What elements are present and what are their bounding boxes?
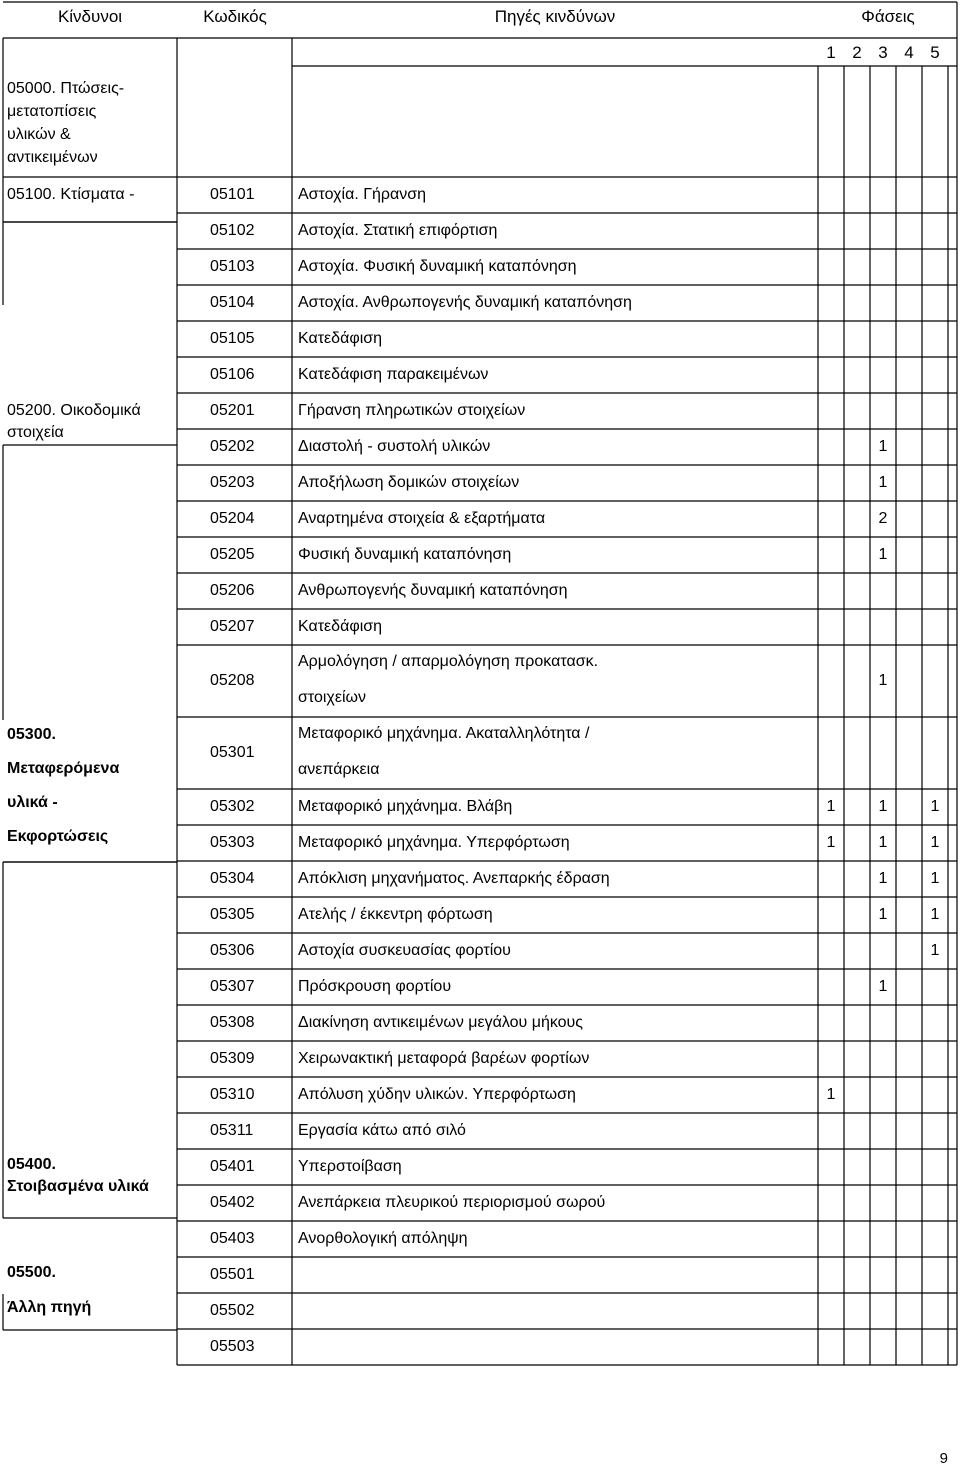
row-description: Φυσική δυναμική καταπόνηση (298, 546, 512, 563)
row-description: Κατεδάφιση (298, 618, 383, 635)
row-description: Αναρτημένα στοιχεία & εξαρτήματα (298, 510, 546, 527)
phase-value: 1 (930, 906, 940, 923)
category-label: στοιχεία (7, 424, 64, 441)
phase-value: 1 (930, 834, 940, 851)
row-code: 05103 (210, 258, 255, 275)
row-code: 05503 (210, 1338, 255, 1355)
phase-value: 1 (826, 834, 836, 851)
category-label: Εκφορτώσεις (7, 828, 109, 845)
category-label: 05000. Πτώσεις- (7, 80, 125, 97)
row-code: 05401 (210, 1158, 255, 1175)
row-code: 05201 (210, 402, 255, 419)
phase-value: 1 (878, 834, 888, 851)
category-label: Μεταφερόμενα (7, 760, 120, 777)
row-code: 05105 (210, 330, 255, 347)
row-description: Μεταφορικό μηχάνημα. Ακαταλληλότητα / (298, 725, 590, 742)
row-code: 05308 (210, 1014, 255, 1031)
row-code: 05305 (210, 906, 255, 923)
row-code: 05307 (210, 978, 255, 995)
category-label: υλικών & (7, 126, 71, 143)
row-description: Ανεπάρκεια πλευρικού περιορισμού σωρού (298, 1194, 606, 1211)
phase-value: 1 (878, 672, 888, 689)
phase-number-header: 3 (878, 43, 888, 62)
row-description: Μεταφορικό μηχάνημα. Υπερφόρτωση (298, 834, 570, 851)
row-description: Απόλυση χύδην υλικών. Υπερφόρτωση (298, 1086, 576, 1103)
row-description: Αστοχία. Φυσική δυναμική καταπόνηση (298, 258, 577, 275)
row-code: 05301 (210, 744, 255, 761)
row-description: Απόκλιση μηχανήματος. Ανεπαρκής έδραση (298, 870, 610, 887)
phase-value: 1 (878, 546, 888, 563)
phase-value: 1 (878, 798, 888, 815)
header-codes: Κωδικός (203, 7, 267, 26)
row-description: Διαστολή - συστολή υλικών (298, 438, 491, 455)
row-description: Πρόσκρουση φορτίου (298, 978, 452, 995)
row-description: Ανθρωπογενής δυναμική καταπόνηση (298, 582, 568, 599)
row-code: 05306 (210, 942, 255, 959)
row-description: Χειρωνακτική μεταφορά βαρέων φορτίων (298, 1050, 590, 1067)
row-code: 05204 (210, 510, 255, 527)
row-description: Αποξήλωση δομικών στοιχείων (298, 474, 520, 491)
row-description: Εργασία κάτω από σιλό (298, 1122, 466, 1139)
row-description: Αστοχία συσκευασίας φορτίου (298, 942, 511, 959)
row-code: 05203 (210, 474, 255, 491)
category-label: Στοιβασμένα υλικά (7, 1178, 149, 1195)
phase-number-header: 4 (904, 43, 914, 62)
row-code: 05102 (210, 222, 255, 239)
category-label: Άλλη πηγή (7, 1299, 92, 1316)
phase-value: 1 (878, 978, 888, 995)
category-label: 05100. Κτίσματα - (7, 186, 135, 203)
phase-value: 1 (930, 942, 940, 959)
row-code: 05402 (210, 1194, 255, 1211)
phase-value: 1 (878, 474, 888, 491)
phase-value: 1 (878, 438, 888, 455)
row-code: 05310 (210, 1086, 255, 1103)
category-label: 05500. (7, 1264, 56, 1281)
row-code: 05302 (210, 798, 255, 815)
phase-number-header: 5 (930, 43, 940, 62)
phase-number-header: 2 (852, 43, 862, 62)
phase-value: 1 (878, 906, 888, 923)
row-code: 05202 (210, 438, 255, 455)
row-code: 05206 (210, 582, 255, 599)
row-code: 05303 (210, 834, 255, 851)
row-code: 05104 (210, 294, 255, 311)
row-description: Κατεδάφιση παρακειμένων (298, 366, 489, 383)
category-label: υλικά - (7, 794, 58, 811)
phase-value: 1 (878, 870, 888, 887)
row-description: Αστοχία. Ανθρωπογενής δυναμική καταπόνηση (298, 294, 632, 311)
row-description: Διακίνηση αντικειμένων μεγάλου μήκους (298, 1014, 583, 1031)
row-description: στοιχείων (298, 689, 366, 706)
category-label: αντικειμένων (7, 149, 98, 166)
category-label: μετατοπίσεις (7, 103, 97, 120)
phase-value: 1 (826, 1086, 836, 1103)
row-code: 05502 (210, 1302, 255, 1319)
row-code: 05106 (210, 366, 255, 383)
phase-number-header: 1 (826, 43, 836, 62)
phase-value: 1 (930, 798, 940, 815)
row-description: Ανορθολογική απόληψη (298, 1230, 468, 1247)
header-hazards: Κίνδυνοι (57, 7, 123, 26)
row-description: Αστοχία. Γήρανση (298, 186, 427, 203)
row-code: 05205 (210, 546, 255, 563)
row-description: ανεπάρκεια (298, 761, 380, 778)
row-description: Αρμολόγηση / απαρμολόγηση προκατασκ. (298, 653, 599, 670)
row-description: Αστοχία. Στατική επιφόρτιση (298, 222, 498, 239)
category-label: 05300. (7, 726, 56, 743)
row-code: 05208 (210, 672, 255, 689)
row-description: Ατελής / έκκεντρη φόρτωση (298, 906, 493, 923)
row-description: Γήρανση πληρωτικών στοιχείων (298, 402, 526, 419)
category-label: 05200. Οικοδομικά (7, 402, 141, 419)
row-code: 05403 (210, 1230, 255, 1247)
phase-value: 1 (930, 870, 940, 887)
row-code: 05304 (210, 870, 255, 887)
row-code: 05311 (210, 1122, 254, 1139)
header-phases: Φάσεις (861, 7, 915, 26)
row-description: Υπερστοίβαση (298, 1158, 402, 1175)
row-code: 05501 (210, 1266, 255, 1283)
row-code: 05309 (210, 1050, 255, 1067)
page-number: 9 (939, 1450, 948, 1467)
phase-value: 2 (878, 510, 888, 527)
row-description: Κατεδάφιση (298, 330, 383, 347)
header-sources: Πηγές κινδύνων (494, 7, 616, 26)
row-code: 05207 (210, 618, 255, 635)
category-label: 05400. (7, 1156, 56, 1173)
phase-value: 1 (826, 798, 836, 815)
row-code: 05101 (210, 186, 255, 203)
row-description: Μεταφορικό μηχάνημα. Βλάβη (298, 798, 513, 815)
